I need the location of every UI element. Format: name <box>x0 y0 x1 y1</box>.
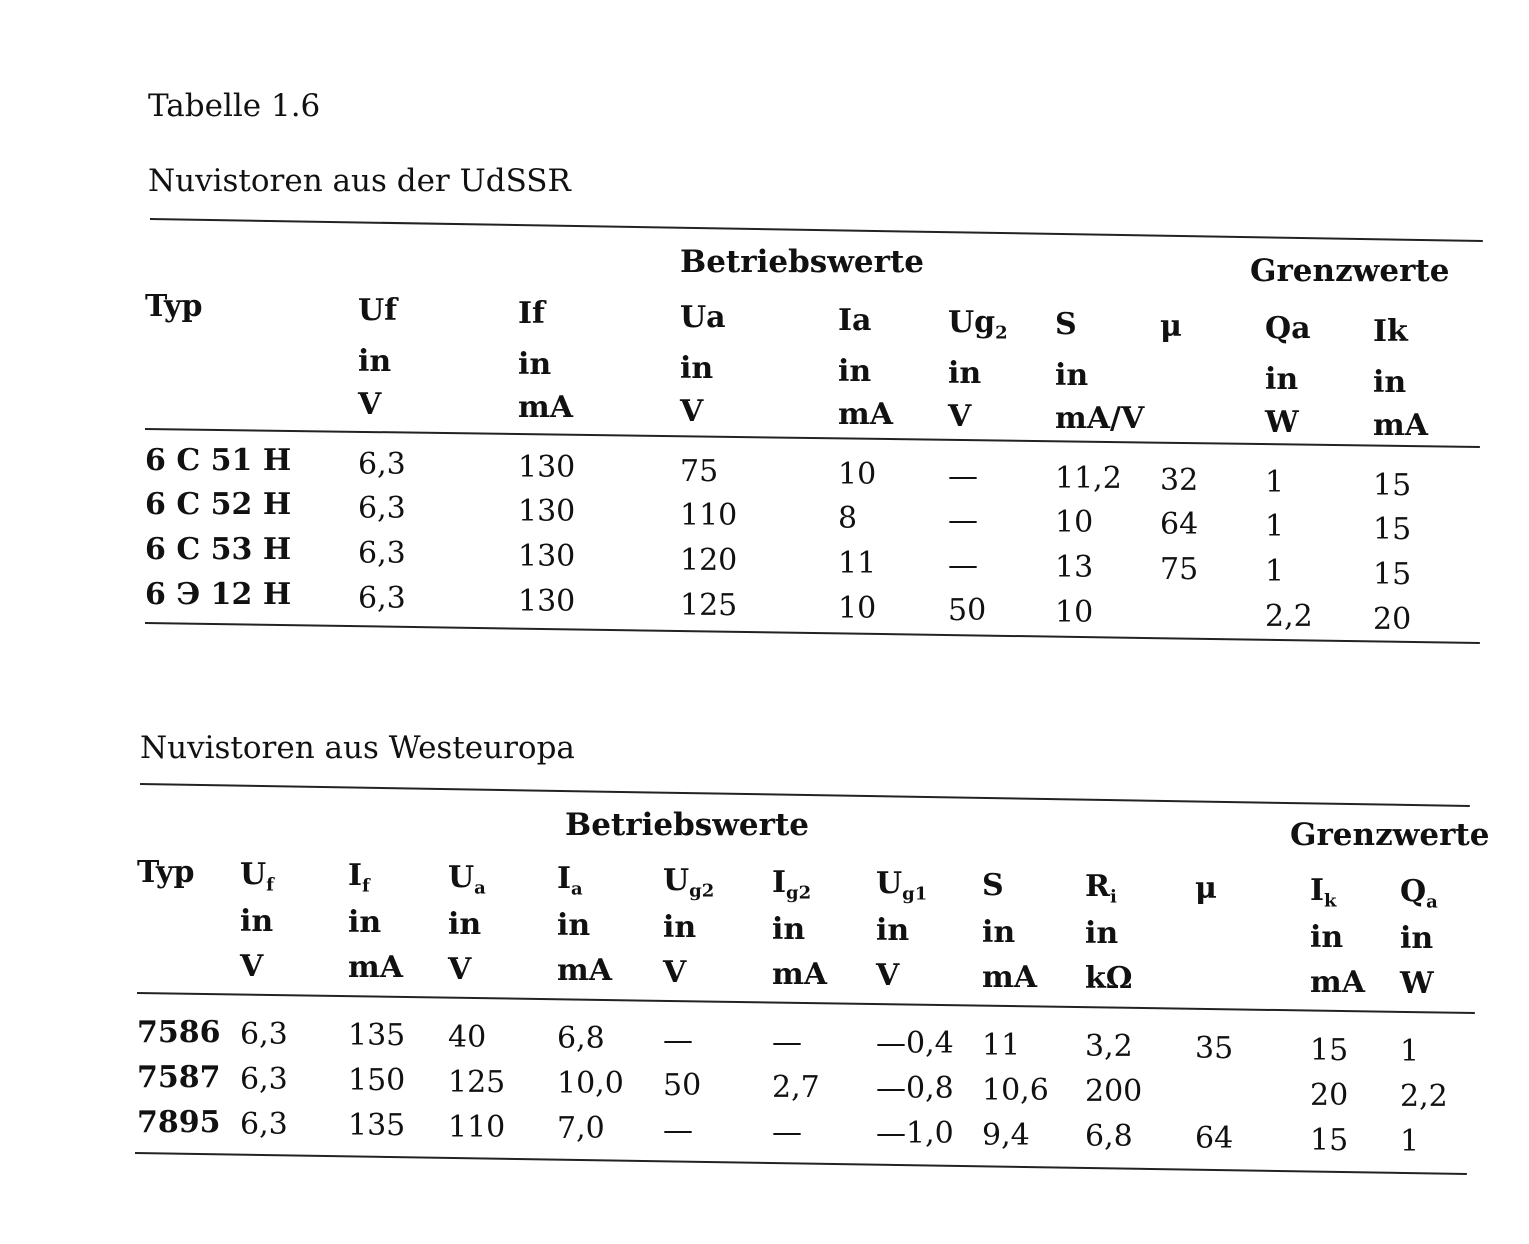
table-cell: 130 <box>518 584 576 619</box>
row-type: 6 Э 12 H <box>145 577 292 612</box>
table-cell: 2,2 <box>1265 599 1313 634</box>
column-symbol: Uf <box>358 293 398 328</box>
column-header <box>358 293 398 328</box>
table-2-group-limits: Grenzwerte <box>1290 817 1490 853</box>
table-cell: 11 <box>838 546 877 581</box>
column-symbol: I <box>557 861 572 896</box>
table-cell: 15 <box>1310 1123 1349 1158</box>
column-in-label: in <box>1373 365 1407 400</box>
table-cell: 32 <box>1160 463 1199 498</box>
table-cell: 120 <box>680 543 738 578</box>
table-cell: 1 <box>1265 509 1285 544</box>
column-unit: mA <box>557 953 613 988</box>
table-cell: 15 <box>1373 512 1412 547</box>
row-type: 6 C 53 H <box>145 532 292 567</box>
column-subscript: g1 <box>902 883 928 905</box>
row-type: 7587 <box>137 1060 221 1095</box>
table-cell: 15 <box>1373 468 1412 503</box>
column-symbol: Ua <box>680 300 726 335</box>
column-in-label: in <box>240 904 274 939</box>
table-cell: 6,3 <box>358 447 406 482</box>
column-in-label: in <box>838 354 872 389</box>
table-cell: 110 <box>680 498 738 533</box>
page-title: Tabelle 1.6 <box>148 88 321 124</box>
column-unit: kΩ <box>1085 961 1133 996</box>
column-symbol: Qa <box>1265 311 1311 346</box>
column-in-label: in <box>1400 921 1434 956</box>
column-symbol: S <box>1055 307 1077 342</box>
column-symbol: μ <box>1195 871 1217 906</box>
table-cell: 125 <box>448 1065 506 1100</box>
table-cell: 15 <box>1373 557 1412 592</box>
table-cell: 10 <box>838 457 877 492</box>
table-cell: — <box>772 1025 802 1060</box>
column-symbol: I <box>348 858 363 893</box>
row-type: 6 C 51 H <box>145 443 292 478</box>
table-cell: 64 <box>1195 1121 1234 1156</box>
table-cell: 1 <box>1400 1034 1420 1069</box>
table-cell: — <box>948 503 978 538</box>
column-in-label: in <box>1055 358 1089 393</box>
table-cell: — <box>663 1023 693 1058</box>
column-header <box>772 865 812 904</box>
table-cell: —1,0 <box>876 1116 954 1151</box>
column-unit: W <box>1265 405 1299 440</box>
column-symbol: U <box>448 860 475 895</box>
column-unit: mA <box>772 957 828 992</box>
table-cell: 6,3 <box>240 1107 288 1142</box>
column-in-label: in <box>1085 916 1119 951</box>
column-unit: V <box>948 399 972 434</box>
column-in-label: in <box>448 907 482 942</box>
column-subscript: i <box>1109 886 1117 908</box>
column-in-label: in <box>348 905 382 940</box>
table-cell: 135 <box>348 1108 406 1143</box>
table-cell: 20 <box>1310 1078 1349 1113</box>
table-cell: 10 <box>838 591 877 626</box>
column-unit: mA <box>518 390 574 425</box>
column-unit: V <box>448 952 472 987</box>
column-unit: V <box>663 955 687 990</box>
table-cell: 6,8 <box>1085 1119 1133 1154</box>
column-symbol: I <box>772 865 787 900</box>
table-cell: 64 <box>1160 507 1199 542</box>
column-header <box>663 863 715 902</box>
table-cell: 3,2 <box>1085 1029 1133 1064</box>
table-cell: 6,8 <box>557 1021 605 1056</box>
table-cell: 110 <box>448 1110 506 1145</box>
table-cell: 130 <box>518 450 576 485</box>
column-in-label: in <box>876 913 910 948</box>
column-in-label: in <box>948 356 982 391</box>
table-2-rule-2 <box>137 992 1475 1014</box>
column-header <box>982 868 1004 903</box>
table-cell: 1 <box>1265 465 1285 500</box>
column-subscript: f <box>266 874 274 896</box>
column-unit: mA <box>838 397 894 432</box>
column-symbol: U <box>663 863 690 898</box>
column-unit: V <box>358 387 382 422</box>
table-cell: 130 <box>518 539 576 574</box>
column-subscript: g2 <box>786 882 812 904</box>
column-in-label: in <box>518 347 552 382</box>
column-header <box>1160 309 1182 344</box>
table-cell: 20 <box>1373 602 1412 637</box>
table-cell: 6,3 <box>240 1017 288 1052</box>
table-cell: 10 <box>1055 595 1094 630</box>
table-cell: 50 <box>663 1068 702 1103</box>
column-subscript: a <box>571 878 583 900</box>
table-cell: 125 <box>680 588 738 623</box>
table-2-group-operating: Betriebswerte <box>565 807 809 843</box>
column-symbol: Ia <box>838 303 872 338</box>
column-subscript: 2 <box>995 322 1008 344</box>
table-2-rule-1 <box>140 783 1470 807</box>
table-cell: 1 <box>1265 554 1285 589</box>
column-symbol: I <box>1310 873 1325 908</box>
table-cell: 50 <box>948 593 987 628</box>
column-header <box>1085 869 1117 908</box>
table-cell: 75 <box>1160 552 1199 587</box>
table-cell: —0,4 <box>876 1026 954 1061</box>
table-cell: 7,0 <box>557 1111 605 1146</box>
column-header <box>240 857 274 896</box>
column-subscript: a <box>474 877 486 899</box>
table-cell: —0,8 <box>876 1071 954 1106</box>
column-header <box>1195 871 1217 906</box>
column-in-label: in <box>1310 920 1344 955</box>
table-cell: 11 <box>982 1028 1021 1063</box>
table-cell: 13 <box>1055 550 1094 585</box>
column-unit: mA <box>348 950 404 985</box>
column-header <box>518 296 545 331</box>
row-type: 7586 <box>137 1015 221 1050</box>
table-cell: 135 <box>348 1018 406 1053</box>
table-cell: 11,2 <box>1055 461 1122 496</box>
column-unit: mA/V <box>1055 401 1145 436</box>
table-cell: 40 <box>448 1020 487 1055</box>
row-type: 6 C 52 H <box>145 487 292 522</box>
column-header <box>1055 307 1077 342</box>
table-cell: 6,3 <box>240 1062 288 1097</box>
column-unit: V <box>680 394 704 429</box>
column-header <box>680 300 726 335</box>
table-cell: 6,3 <box>358 581 406 616</box>
column-header <box>1400 874 1438 913</box>
column-symbol: Typ <box>137 855 195 890</box>
column-subscript: k <box>1324 890 1337 912</box>
column-subscript: g2 <box>689 880 715 902</box>
table-2-title: Nuvistoren aus Westeuropa <box>140 730 575 766</box>
table-cell: — <box>772 1115 802 1150</box>
table-1-group-limits: Grenzwerte <box>1250 253 1450 289</box>
column-header <box>448 860 486 899</box>
table-cell: 75 <box>680 454 719 489</box>
table-1-group-operating: Betriebswerte <box>680 244 924 280</box>
column-in-label: in <box>772 912 806 947</box>
column-unit: mA <box>1373 408 1429 443</box>
table-cell: 15 <box>1310 1033 1349 1068</box>
column-in-label: in <box>557 908 591 943</box>
column-symbol: If <box>518 296 545 331</box>
column-in-label: in <box>663 910 697 945</box>
column-in-label: in <box>982 915 1016 950</box>
table-cell: 200 <box>1085 1074 1143 1109</box>
table-cell: — <box>948 548 978 583</box>
column-unit: V <box>240 949 264 984</box>
column-symbol: μ <box>1160 309 1182 344</box>
column-symbol: Ik <box>1373 314 1408 349</box>
table-cell: 6,3 <box>358 536 406 571</box>
column-symbol: Q <box>1400 874 1427 909</box>
table-cell: 2,7 <box>772 1070 820 1105</box>
table-cell: 1 <box>1400 1124 1420 1159</box>
column-in-label: in <box>680 351 714 386</box>
column-header <box>1373 314 1408 349</box>
column-symbol: R <box>1085 869 1110 904</box>
table-cell: — <box>663 1113 693 1148</box>
table-1-title: Nuvistoren aus der UdSSR <box>148 163 571 199</box>
column-header <box>145 289 203 324</box>
column-unit: mA <box>982 960 1038 995</box>
column-header <box>1265 311 1311 346</box>
column-subscript: a <box>1426 891 1438 913</box>
column-header <box>557 861 583 900</box>
column-header <box>838 303 872 338</box>
table-cell: 35 <box>1195 1031 1234 1066</box>
column-header <box>348 858 370 897</box>
table-cell: 130 <box>518 494 576 529</box>
column-header <box>137 855 195 890</box>
column-unit: mA <box>1310 965 1366 1000</box>
column-header <box>1310 873 1337 912</box>
column-header <box>876 866 928 905</box>
table-cell: 2,2 <box>1400 1079 1448 1114</box>
table-cell: 9,4 <box>982 1118 1030 1153</box>
column-unit: W <box>1400 966 1434 1001</box>
column-symbol: S <box>982 868 1004 903</box>
table-cell: 150 <box>348 1063 406 1098</box>
table-cell: 6,3 <box>358 491 406 526</box>
table-cell: 10 <box>1055 505 1094 540</box>
table-cell: — <box>948 459 978 494</box>
table-cell: 8 <box>838 501 858 536</box>
column-symbol: Typ <box>145 289 203 324</box>
column-symbol: U <box>240 857 267 892</box>
column-symbol: U <box>876 866 903 901</box>
column-in-label: in <box>358 344 392 379</box>
column-in-label: in <box>1265 362 1299 397</box>
column-symbol: Ug <box>948 305 996 340</box>
table-cell: 10,0 <box>557 1066 624 1101</box>
table-1-rule-1 <box>150 218 1483 242</box>
column-unit: V <box>876 958 900 993</box>
table-2-rule-3 <box>135 1152 1467 1175</box>
table-cell: 10,6 <box>982 1073 1049 1108</box>
row-type: 7895 <box>137 1105 221 1140</box>
column-header <box>948 305 1008 344</box>
column-subscript: f <box>362 875 370 897</box>
